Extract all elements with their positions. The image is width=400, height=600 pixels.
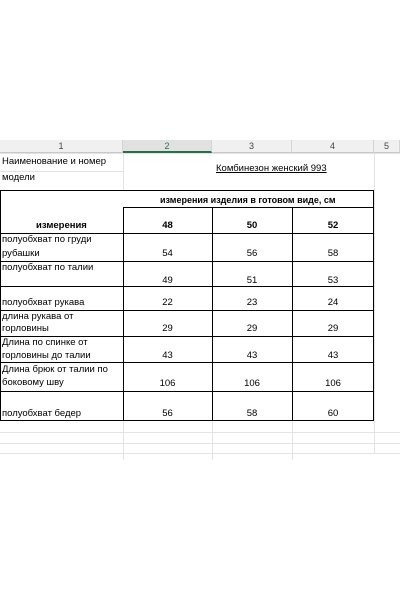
row-label: полуобхват по груди	[2, 234, 92, 245]
header-note: измерения изделия в готовом виде, см	[160, 195, 336, 205]
cell-value: 106	[325, 378, 341, 389]
table-border	[0, 190, 374, 191]
table-border	[0, 362, 374, 363]
cell-value: 29	[162, 323, 173, 334]
gridline	[374, 153, 375, 453]
gridline	[0, 432, 400, 433]
gridline	[123, 153, 124, 190]
row-label: горловины до талии	[2, 350, 91, 361]
gridline	[0, 153, 400, 154]
cell-value: 43	[162, 350, 173, 361]
column-header-3[interactable]: 3	[212, 140, 292, 153]
row-label: полуобхват по талии	[2, 262, 94, 273]
cell-value: 22	[162, 297, 173, 308]
row-label: Длина по спинке от	[2, 337, 88, 348]
row-label: боковому шву	[2, 377, 64, 388]
cell-value: 49	[162, 275, 173, 286]
cell-value: 53	[327, 275, 339, 286]
column-header-2[interactable]: 2	[123, 140, 212, 153]
table-border	[0, 190, 1, 421]
row-label: длина рукава от	[2, 311, 74, 322]
cell-value: 58	[327, 248, 339, 259]
row-label: Длина брюк от талии по	[2, 364, 108, 375]
cell-value: 54	[162, 248, 173, 259]
row-label: полуобхват бедер	[2, 408, 82, 419]
cell-value: 56	[246, 248, 258, 259]
cell-value: 106	[159, 378, 176, 389]
column-header-4[interactable]: 4	[292, 140, 374, 153]
cell-value: 23	[246, 297, 258, 308]
cell-value: 56	[162, 408, 173, 419]
row-label: рубашки	[2, 248, 40, 259]
column-header-1[interactable]: 1	[0, 140, 123, 153]
table-border	[0, 391, 374, 392]
column-header-5[interactable]: 5	[374, 140, 400, 153]
row-label: горловины	[2, 323, 49, 334]
cell-value: 106	[244, 378, 260, 389]
cell-value: 43	[246, 350, 258, 361]
model-name: Комбинезон женский 993	[216, 163, 327, 174]
size-48: 48	[162, 220, 173, 231]
table-border	[123, 207, 374, 208]
gridline	[212, 420, 213, 460]
table-border	[0, 420, 374, 421]
size-52: 52	[327, 220, 339, 231]
cell-value: 29	[246, 323, 258, 334]
title-label-line1: Наименование и номер	[2, 156, 107, 167]
gridline	[0, 453, 400, 454]
size-50: 50	[246, 220, 258, 231]
cell-value: 24	[327, 297, 339, 308]
row-label: полуобхват рукава	[2, 297, 85, 308]
measure-header: измерения	[36, 220, 87, 231]
cell-value: 51	[246, 275, 258, 286]
gridline	[0, 443, 400, 444]
cell-value: 58	[246, 408, 258, 419]
gridline	[123, 420, 124, 460]
cell-value: 29	[327, 323, 339, 334]
cell-value: 43	[327, 350, 339, 361]
title-label-line2: модели	[2, 172, 35, 183]
cell-value: 60	[327, 408, 339, 419]
gridline	[292, 420, 293, 460]
